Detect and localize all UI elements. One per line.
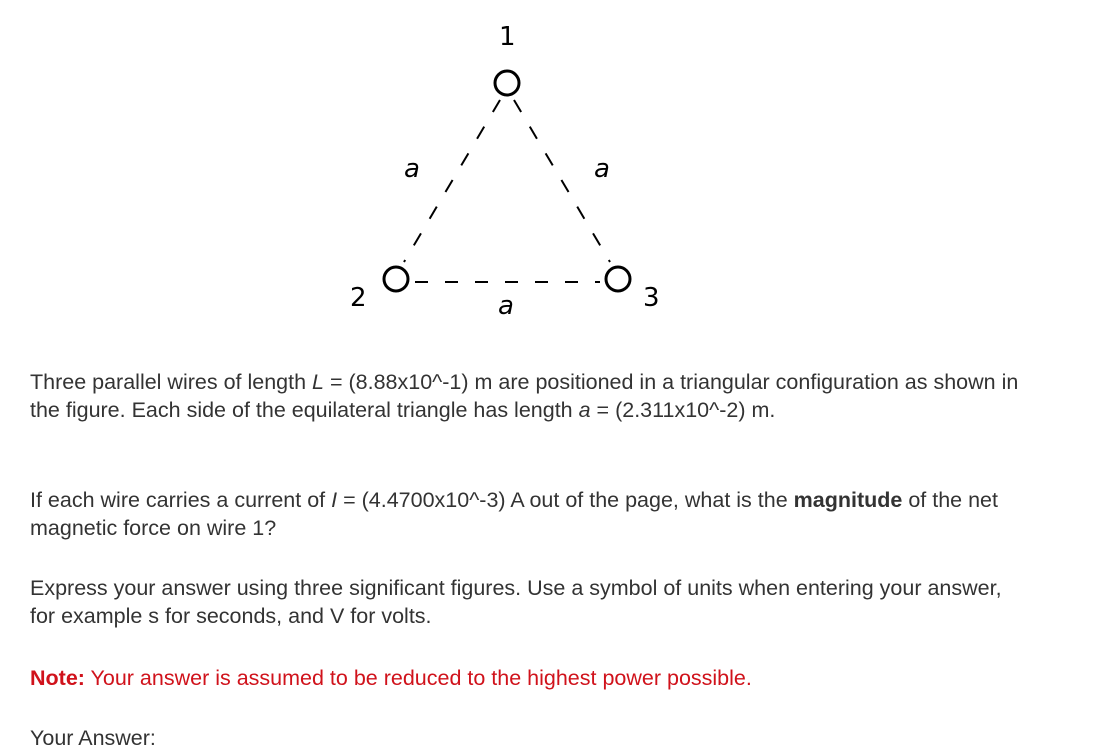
var-a: a [578,398,591,422]
var-L: L [312,370,324,394]
p1-text-c: = (2.311x10^-2) m. [590,398,776,422]
answer-label: Your Answer: [30,726,156,750]
p2-text-a: If each wire carries a current of [30,488,332,512]
p2-text-b: = (4.4700x10^-3) A out of the page, what is the [337,488,794,512]
wire-1-circle [495,71,519,95]
wire-2-label: 2 [350,283,367,313]
var-I: I [331,488,338,512]
side-right-label: a [594,154,610,184]
triangle-diagram [0,0,1120,340]
magnitude-emphasis: magnitude [793,488,903,512]
triangle-wire-figure [0,0,1120,340]
wire-2-circle [384,267,408,291]
wire-3-circle [606,267,630,291]
note-text: Your answer is assumed to be reduced to the highest power possible. [84,666,752,690]
note-label: Note: [30,666,85,690]
p1-text-b: = (8.88x10^-1) m are positioned in a triangular configuration as shown in the figure. Each side of the equilateral triangle has length [30,370,1019,422]
wire-1-label: 1 [499,22,516,52]
wire-3-label: 3 [643,283,660,313]
problem-paragraph-2 [30,486,1030,542]
problem-paragraph-3: Express your answer using three significant figures. Use a symbol of units when entering your answer, for example s for seconds, and V for volts. [30,576,1002,628]
side-left-label: a [404,154,420,184]
side-bottom-label: a [498,291,514,321]
problem-paragraph-1 [30,368,1030,424]
p1-text-a: Three parallel wires of length [30,370,313,394]
p2-text-c: of the net magnetic force on wire 1? [30,488,998,540]
note-paragraph [30,664,1030,692]
